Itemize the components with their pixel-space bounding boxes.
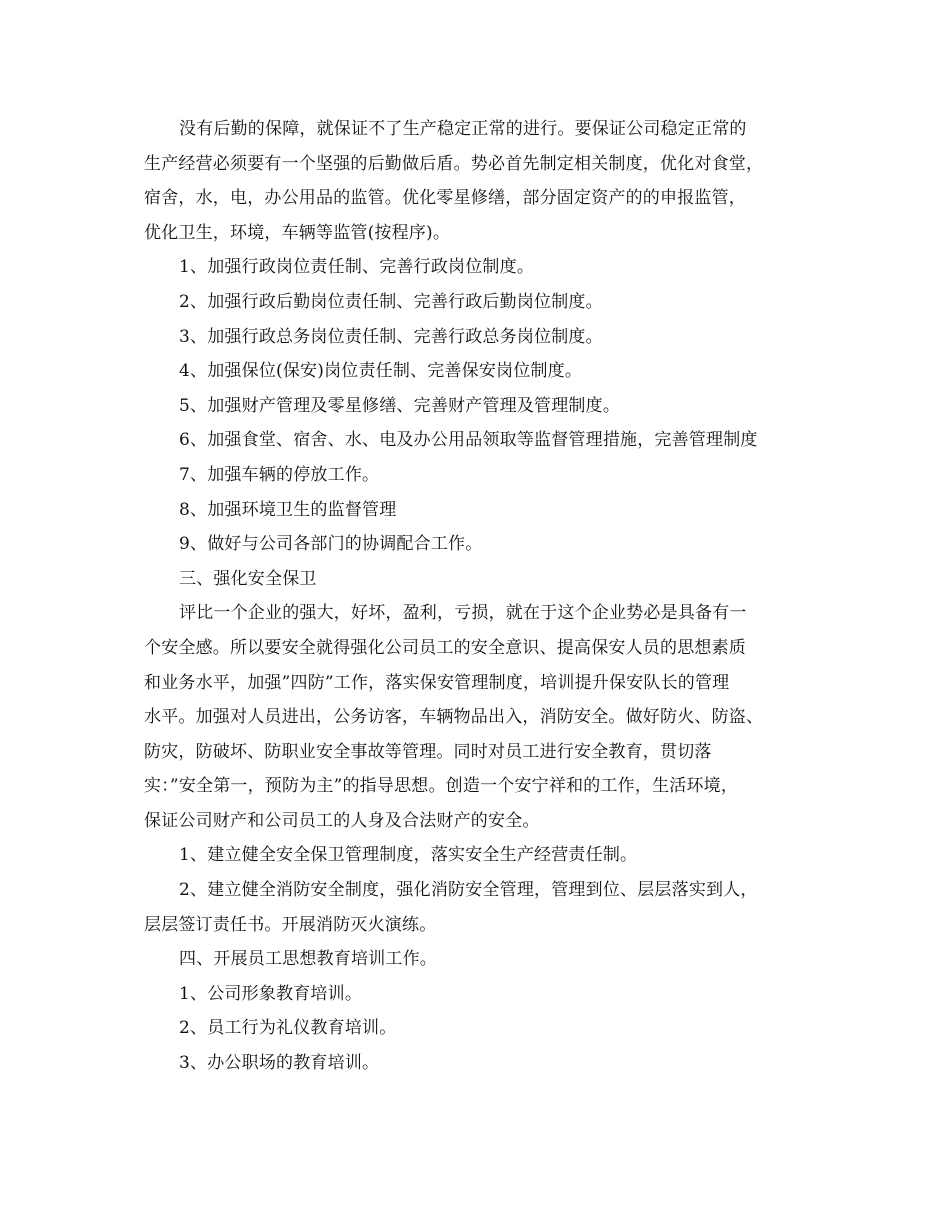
paragraph-line: 和业务水平，加强”四防”工作，落实保安管理制度，培训提升保安队长的管理 — [144, 672, 730, 693]
paragraph-line: 评比一个企业的强大，好坏，盈利，亏损，就在于这个企业势必是具备有一 — [179, 603, 747, 624]
list-item: 2、员工行为礼仪教育培训。 — [179, 1018, 397, 1039]
paragraph-line: 保证公司财产和公司员工的人身及合法财产的安全。 — [144, 810, 540, 831]
list-item: 9、做好与公司各部门的协调配合工作。 — [179, 534, 483, 555]
paragraph-line: 水平。加强对人员进出，公务访客，车辆物品出入，消防安全。做好防火、防盗、 — [144, 707, 764, 728]
list-item: 5、加强财产管理及零星修缮、完善财产管理及管理制度。 — [179, 395, 621, 416]
paragraph-line: 实：”安全第一，预防为主”的指导思想。创造一个安宁祥和的工作，生活环境， — [144, 776, 739, 797]
list-item: 1、加强行政岗位责任制、完善行政岗位制度。 — [179, 257, 535, 278]
list-item: 2、建立健全消防安全制度，强化消防安全管理，管理到位、层层落实到人， — [179, 880, 758, 901]
paragraph-line: 层层签订责任书。开展消防灭火演练。 — [144, 914, 437, 935]
list-item: 3、加强行政总务岗位责任制、完善行政总务岗位制度。 — [179, 326, 603, 347]
list-item: 4、加强保位(保安)岗位责任制、完善保安岗位制度。 — [179, 361, 583, 382]
document-body — [144, 112, 814, 1081]
paragraph-line: 防灾，防破坏、防职业安全事故等管理。同时对员工进行安全教育，贯切落 — [144, 741, 712, 762]
list-item: 1、建立健全安全保卫管理制度，落实安全生产经营责任制。 — [179, 845, 638, 866]
paragraph-line: 优化卫生，环境，车辆等监管(按程序)。 — [144, 222, 451, 243]
list-item: 8、加强环境卫生的监督管理 — [179, 499, 397, 520]
list-item: 6、加强食堂、宿舍、水、电及办公用品领取等监督管理措施，完善管理制度 — [179, 430, 758, 451]
paragraph-line: 个安全感。所以要安全就得强化公司员工的安全意识、提高保安人员的思想素质 — [144, 637, 746, 658]
list-item: 2、加强行政后勤岗位责任制、完善行政后勤岗位制度。 — [179, 291, 603, 312]
list-item: 1、公司形象教育培训。 — [179, 983, 363, 1004]
list-item: 3、办公职场的教育培训。 — [179, 1053, 380, 1074]
section-heading: 四、开展员工思想教育培训工作。 — [179, 949, 437, 970]
paragraph-line: 没有后勤的保障，就保证不了生产稳定正常的进行。要保证公司稳定正常的 — [179, 119, 747, 139]
paragraph-line: 生产经营必须要有一个坚强的后勤做后盾。势必首先制定相关制度，优化对食堂， — [144, 153, 764, 174]
list-item: 7、加强车辆的停放工作。 — [179, 464, 380, 485]
paragraph-line: 宿舍，水，电，办公用品的监管。优化零星修缮，部分固定资产的的申报监管， — [144, 188, 746, 209]
section-heading: 三、强化安全保卫 — [179, 568, 317, 589]
